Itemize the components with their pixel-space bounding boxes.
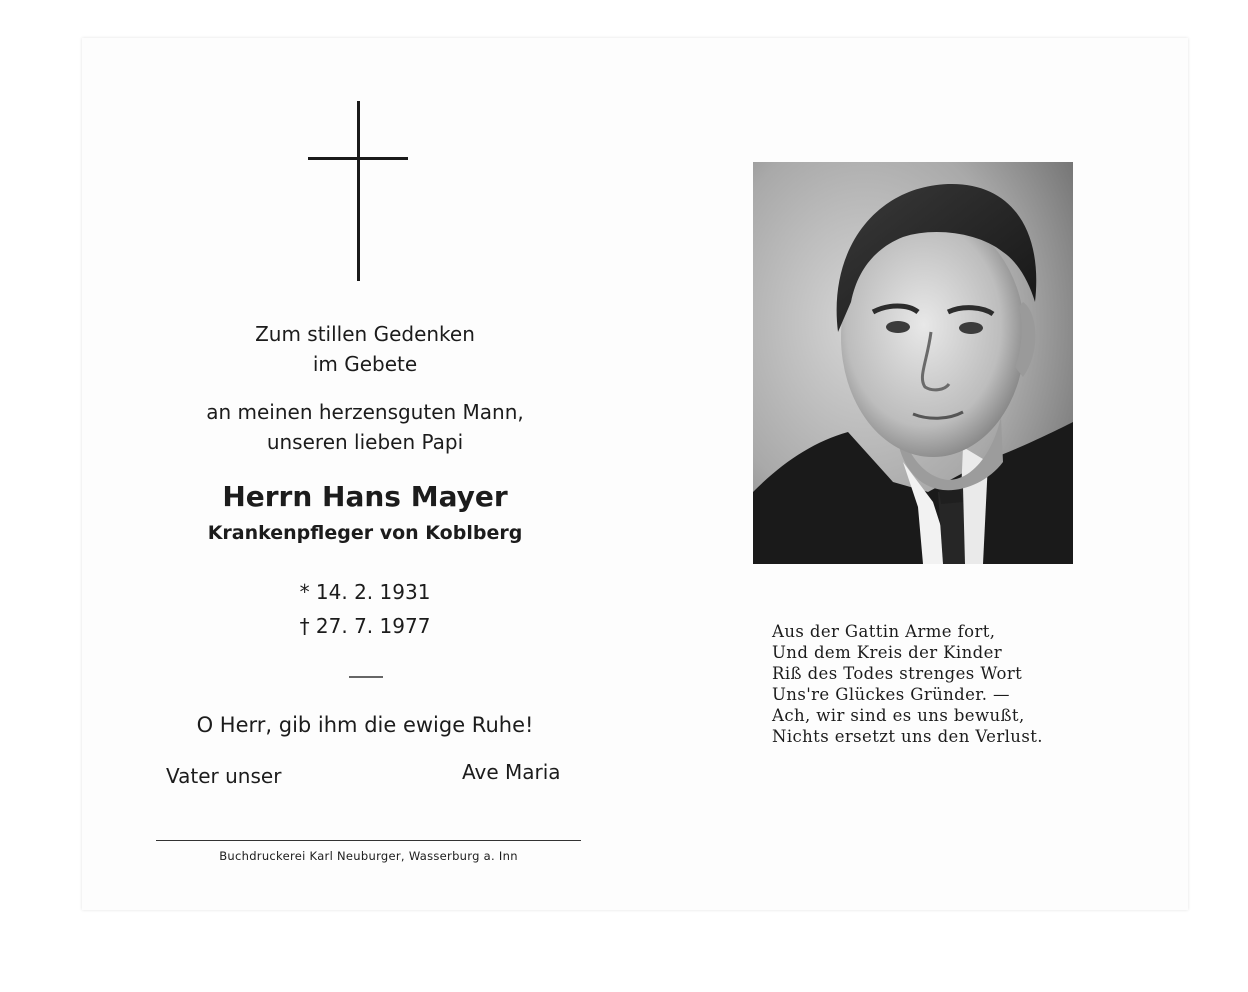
poem-line: Uns're Glückes Gründer. — bbox=[772, 685, 1010, 704]
intro-line-1: Zum stillen Gedenken bbox=[255, 322, 475, 346]
deceased-name: Herrn Hans Mayer bbox=[222, 480, 508, 513]
poem-line: Ach, wir sind es uns bewußt, bbox=[772, 706, 1025, 725]
divider bbox=[349, 676, 383, 678]
poem-line: Riß des Todes strenges Wort bbox=[772, 664, 1023, 683]
poem bbox=[772, 621, 1043, 747]
footer-rule bbox=[156, 840, 581, 841]
poem-line: Und dem Kreis der Kinder bbox=[772, 643, 1003, 662]
occupation: Krankenpfleger von Koblberg bbox=[207, 522, 523, 544]
death-date: † 27. 7. 1977 bbox=[299, 614, 431, 638]
birth-date: * 14. 2. 1931 bbox=[299, 580, 431, 604]
prayer-line: O Herr, gib ihm die ewige Ruhe! bbox=[196, 713, 534, 737]
printer-credit: Buchdruckerei Karl Neuburger, Wasserburg a. Inn bbox=[219, 849, 518, 863]
poem-line: Aus der Gattin Arme fort, bbox=[772, 622, 996, 641]
cross-icon-bar bbox=[308, 157, 408, 160]
cross-icon bbox=[357, 101, 360, 281]
poem-line: Nichts ersetzt uns den Verlust. bbox=[772, 727, 1043, 746]
dedication-line-1: an meinen herzensguten Mann, bbox=[206, 400, 524, 424]
prayer-vater-unser: Vater unser bbox=[166, 764, 282, 788]
prayer-ave-maria: Ave Maria bbox=[462, 760, 561, 784]
intro-line-2: im Gebete bbox=[312, 352, 418, 376]
portrait-photo bbox=[753, 162, 1073, 564]
dedication-line-2: unseren lieben Papi bbox=[266, 430, 464, 454]
